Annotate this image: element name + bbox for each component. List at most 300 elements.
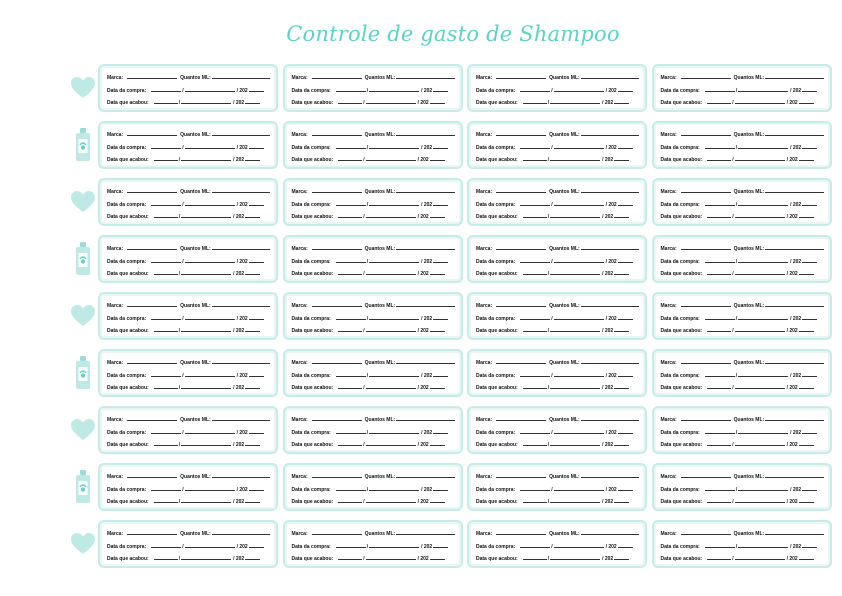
year-prefix: / 202 — [236, 543, 248, 550]
quantity-field[interactable] — [765, 357, 823, 364]
purchase-day-field[interactable] — [151, 85, 181, 92]
finished-month-field[interactable] — [181, 154, 231, 161]
finished-month-field[interactable] — [181, 97, 231, 104]
purchase-year-field[interactable] — [433, 427, 448, 434]
finished-year-field[interactable] — [430, 268, 445, 275]
finished-year-field[interactable] — [799, 382, 814, 389]
finished-year-field[interactable] — [614, 211, 629, 218]
purchase-day-field[interactable] — [520, 427, 550, 434]
finished-year-field[interactable] — [245, 211, 260, 218]
brand-field[interactable] — [312, 243, 362, 250]
purchase-month-field[interactable] — [554, 313, 604, 320]
purchase-month-field[interactable] — [185, 427, 235, 434]
purchase-day-field[interactable] — [151, 370, 181, 377]
purchase-year-field[interactable] — [433, 142, 448, 149]
finished-month-field[interactable] — [366, 154, 416, 161]
finished-day-field[interactable] — [707, 325, 731, 332]
finished-month-field[interactable] — [735, 154, 785, 161]
finished-year-field[interactable] — [245, 268, 260, 275]
finished-day-field[interactable] — [523, 382, 547, 389]
purchase-day-field[interactable] — [705, 85, 735, 92]
purchase-year-field[interactable] — [618, 370, 633, 377]
finished-date-row — [661, 325, 824, 338]
purchase-month-field[interactable] — [185, 541, 235, 548]
finished-year-field[interactable] — [614, 97, 629, 104]
purchase-month-field[interactable] — [554, 541, 604, 548]
brand-field[interactable] — [312, 72, 362, 79]
purchase-year-field[interactable] — [433, 313, 448, 320]
purchase-day-field[interactable] — [336, 541, 366, 548]
finished-day-field[interactable] — [338, 268, 362, 275]
purchase-year-field[interactable] — [618, 541, 633, 548]
purchase-date-row — [661, 256, 824, 269]
finished-day-field[interactable] — [338, 553, 362, 560]
quantity-field[interactable] — [396, 414, 454, 421]
finished-month-field[interactable] — [550, 553, 600, 560]
purchase-year-field[interactable] — [618, 85, 633, 92]
finished-year-field[interactable] — [799, 325, 814, 332]
purchase-month-field[interactable] — [554, 85, 604, 92]
brand-field[interactable] — [127, 72, 177, 79]
purchase-year-field[interactable] — [618, 484, 633, 491]
brand-field[interactable] — [127, 528, 177, 535]
finished-year-field[interactable] — [799, 154, 814, 161]
finished-day-field[interactable] — [338, 382, 362, 389]
purchase-day-field[interactable] — [336, 484, 366, 491]
purchase-day-field[interactable] — [336, 313, 366, 320]
purchase-day-field[interactable] — [705, 199, 735, 206]
finished-day-field[interactable] — [154, 268, 178, 275]
purchase-month-field[interactable] — [738, 256, 788, 263]
purchase-month-field[interactable] — [185, 370, 235, 377]
finished-day-field[interactable] — [523, 211, 547, 218]
brand-field[interactable] — [312, 186, 362, 193]
finished-month-field[interactable] — [550, 97, 600, 104]
brand-field[interactable] — [496, 129, 546, 136]
purchase-day-field[interactable] — [336, 370, 366, 377]
quantity-field[interactable] — [765, 243, 823, 250]
brand-field[interactable] — [127, 186, 177, 193]
finished-month-field[interactable] — [550, 211, 600, 218]
brand-row — [661, 243, 824, 256]
quantity-field[interactable] — [765, 300, 823, 307]
finished-month-field[interactable] — [181, 382, 231, 389]
finished-year-field[interactable] — [430, 211, 445, 218]
finished-day-field[interactable] — [154, 553, 178, 560]
finished-day-field[interactable] — [154, 211, 178, 218]
purchase-day-field[interactable] — [336, 256, 366, 263]
finished-day-field[interactable] — [523, 439, 547, 446]
purchase-year-field[interactable] — [433, 199, 448, 206]
quantity-field[interactable] — [212, 129, 270, 136]
finished-year-field[interactable] — [430, 154, 445, 161]
finished-month-field[interactable] — [550, 268, 600, 275]
purchase-day-field[interactable] — [151, 256, 181, 263]
purchase-year-field[interactable] — [433, 256, 448, 263]
finished-year-field[interactable] — [799, 553, 814, 560]
purchase-month-field[interactable] — [185, 484, 235, 491]
purchase-year-field[interactable] — [249, 256, 264, 263]
purchase-year-field[interactable] — [618, 142, 633, 149]
finished-year-field[interactable] — [430, 496, 445, 503]
purchase-year-field[interactable] — [802, 142, 817, 149]
finished-day-field[interactable] — [338, 496, 362, 503]
purchase-day-field[interactable] — [520, 541, 550, 548]
purchase-day-field[interactable] — [520, 256, 550, 263]
brand-field[interactable] — [312, 414, 362, 421]
purchase-month-field[interactable] — [738, 313, 788, 320]
brand-field[interactable] — [496, 471, 546, 478]
finished-day-field[interactable] — [523, 97, 547, 104]
quantity-field[interactable] — [765, 471, 823, 478]
finished-year-field[interactable] — [614, 154, 629, 161]
purchase-month-field[interactable] — [738, 85, 788, 92]
finished-month-field[interactable] — [181, 325, 231, 332]
finished-month-field[interactable] — [366, 97, 416, 104]
finished-year-field[interactable] — [245, 97, 260, 104]
finished-year-field[interactable] — [245, 439, 260, 446]
finished-date-label: Data que acabou: — [660, 556, 703, 562]
finished-month-field[interactable] — [735, 439, 785, 446]
purchase-month-field[interactable] — [554, 427, 604, 434]
brand-field[interactable] — [496, 357, 546, 364]
purchase-day-field[interactable] — [151, 427, 181, 434]
quantity-field[interactable] — [212, 471, 270, 478]
quantity-field[interactable] — [581, 129, 639, 136]
finished-day-field[interactable] — [338, 154, 362, 161]
finished-day-field[interactable] — [154, 154, 178, 161]
finished-month-field[interactable] — [735, 496, 785, 503]
purchase-day-field[interactable] — [151, 313, 181, 320]
finished-month-field[interactable] — [550, 496, 600, 503]
finished-month-field[interactable] — [366, 439, 416, 446]
purchase-day-field[interactable] — [336, 85, 366, 92]
purchase-year-field[interactable] — [249, 484, 264, 491]
purchase-year-field[interactable] — [249, 370, 264, 377]
purchase-month-field[interactable] — [554, 256, 604, 263]
quantity-field[interactable] — [765, 414, 823, 421]
finished-month-field[interactable] — [735, 325, 785, 332]
purchase-year-field[interactable] — [802, 484, 817, 491]
finished-month-field[interactable] — [181, 211, 231, 218]
brand-label: Marca: — [660, 132, 677, 138]
brand-field[interactable] — [681, 528, 731, 535]
finished-day-field[interactable] — [523, 553, 547, 560]
finished-year-field[interactable] — [245, 154, 260, 161]
purchase-month-field[interactable] — [738, 370, 788, 377]
brand-field[interactable] — [681, 357, 731, 364]
purchase-day-field[interactable] — [151, 484, 181, 491]
purchase-month-field[interactable] — [369, 313, 419, 320]
purchase-year-field[interactable] — [618, 313, 633, 320]
purchase-day-field[interactable] — [336, 142, 366, 149]
brand-field[interactable] — [681, 414, 731, 421]
purchase-month-field[interactable] — [185, 256, 235, 263]
finished-year-field[interactable] — [430, 325, 445, 332]
purchase-day-field[interactable] — [151, 142, 181, 149]
finished-month-field[interactable] — [735, 553, 785, 560]
finished-month-field[interactable] — [181, 553, 231, 560]
finished-month-field[interactable] — [181, 496, 231, 503]
quantity-field[interactable] — [581, 300, 639, 307]
purchase-year-field[interactable] — [802, 541, 817, 548]
brand-field[interactable] — [496, 186, 546, 193]
finished-year-field[interactable] — [614, 325, 629, 332]
brand-field[interactable] — [681, 243, 731, 250]
year-prefix: / 202 — [786, 214, 798, 220]
quantity-field[interactable] — [212, 300, 270, 307]
purchase-month-field[interactable] — [738, 484, 788, 491]
quantity-field[interactable] — [581, 243, 639, 250]
finished-year-field[interactable] — [614, 268, 629, 275]
quantity-field[interactable] — [765, 186, 823, 193]
finished-month-field[interactable] — [735, 97, 785, 104]
finished-day-field[interactable] — [707, 439, 731, 446]
purchase-day-field[interactable] — [705, 256, 735, 263]
brand-field[interactable] — [496, 528, 546, 535]
brand-field[interactable] — [312, 471, 362, 478]
purchase-month-field[interactable] — [369, 256, 419, 263]
quantity-field[interactable] — [396, 471, 454, 478]
purchase-month-field[interactable] — [369, 85, 419, 92]
purchase-day-field[interactable] — [151, 541, 181, 548]
year-prefix: / 202 — [417, 100, 429, 106]
brand-field[interactable] — [312, 300, 362, 307]
purchase-day-field[interactable] — [520, 199, 550, 206]
year-prefix: / 202 — [786, 100, 798, 106]
purchase-day-field[interactable] — [705, 370, 735, 377]
brand-field[interactable] — [312, 357, 362, 364]
finished-day-field[interactable] — [523, 154, 547, 161]
quantity-field[interactable] — [765, 72, 823, 79]
quantity-field[interactable] — [765, 129, 823, 136]
finished-day-field[interactable] — [338, 325, 362, 332]
purchase-day-field[interactable] — [520, 142, 550, 149]
quantity-field[interactable] — [396, 72, 454, 79]
brand-field[interactable] — [496, 300, 546, 307]
purchase-year-field[interactable] — [249, 313, 264, 320]
finished-year-field[interactable] — [799, 496, 814, 503]
quantity-field[interactable] — [212, 186, 270, 193]
quantity-field[interactable] — [581, 471, 639, 478]
purchase-month-field[interactable] — [738, 427, 788, 434]
purchase-month-field[interactable] — [369, 142, 419, 149]
finished-month-field[interactable] — [550, 154, 600, 161]
finished-month-field[interactable] — [366, 382, 416, 389]
finished-day-field[interactable] — [338, 439, 362, 446]
finished-year-field[interactable] — [614, 439, 629, 446]
finished-month-field[interactable] — [735, 211, 785, 218]
purchase-month-field[interactable] — [738, 142, 788, 149]
purchase-year-field[interactable] — [802, 85, 817, 92]
purchase-year-field[interactable] — [249, 142, 264, 149]
finished-year-field[interactable] — [245, 382, 260, 389]
quantity-field[interactable] — [581, 186, 639, 193]
finished-month-field[interactable] — [735, 382, 785, 389]
finished-year-field[interactable] — [799, 439, 814, 446]
purchase-year-field[interactable] — [249, 427, 264, 434]
brand-field[interactable] — [127, 414, 177, 421]
brand-field[interactable] — [127, 243, 177, 250]
brand-field[interactable] — [681, 72, 731, 79]
purchase-month-field[interactable] — [369, 541, 419, 548]
finished-year-field[interactable] — [614, 496, 629, 503]
brand-field[interactable] — [681, 129, 731, 136]
quantity-field[interactable] — [212, 72, 270, 79]
finished-day-field[interactable] — [707, 211, 731, 218]
purchase-year-field[interactable] — [618, 427, 633, 434]
purchase-month-field[interactable] — [554, 484, 604, 491]
brand-field[interactable] — [496, 72, 546, 79]
finished-day-field[interactable] — [707, 268, 731, 275]
purchase-day-field[interactable] — [520, 85, 550, 92]
finished-month-field[interactable] — [550, 325, 600, 332]
purchase-year-field[interactable] — [433, 484, 448, 491]
finished-year-field[interactable] — [799, 97, 814, 104]
purchase-day-field[interactable] — [151, 199, 181, 206]
brand-row — [476, 528, 639, 541]
finished-day-field[interactable] — [154, 325, 178, 332]
quantity-field[interactable] — [212, 414, 270, 421]
purchase-year-field[interactable] — [802, 256, 817, 263]
brand-field[interactable] — [127, 471, 177, 478]
quantity-field[interactable] — [212, 528, 270, 535]
quantity-field[interactable] — [212, 243, 270, 250]
purchase-month-field[interactable] — [369, 427, 419, 434]
finished-year-field[interactable] — [799, 268, 814, 275]
purchase-year-field[interactable] — [802, 427, 817, 434]
finished-month-field[interactable] — [181, 439, 231, 446]
quantity-field[interactable] — [396, 300, 454, 307]
finished-day-field[interactable] — [154, 496, 178, 503]
purchase-month-field[interactable] — [738, 199, 788, 206]
brand-field[interactable] — [312, 129, 362, 136]
purchase-day-field[interactable] — [520, 313, 550, 320]
purchase-day-field[interactable] — [705, 484, 735, 491]
finished-day-field[interactable] — [707, 382, 731, 389]
finished-day-field[interactable] — [707, 496, 731, 503]
quantity-label: Quantos ML: — [364, 474, 396, 480]
finished-year-field[interactable] — [614, 382, 629, 389]
finished-month-field[interactable] — [366, 496, 416, 503]
finished-day-field[interactable] — [338, 211, 362, 218]
brand-field[interactable] — [496, 243, 546, 250]
quantity-field[interactable] — [396, 243, 454, 250]
purchase-year-field[interactable] — [249, 85, 264, 92]
finished-year-field[interactable] — [245, 553, 260, 560]
purchase-month-field[interactable] — [554, 142, 604, 149]
purchase-day-field[interactable] — [705, 427, 735, 434]
purchase-year-field[interactable] — [618, 256, 633, 263]
purchase-day-field[interactable] — [336, 199, 366, 206]
finished-year-field[interactable] — [430, 382, 445, 389]
finished-year-field[interactable] — [245, 496, 260, 503]
purchase-month-field[interactable] — [554, 370, 604, 377]
purchase-day-field[interactable] — [520, 484, 550, 491]
finished-month-field[interactable] — [735, 268, 785, 275]
purchase-month-field[interactable] — [554, 199, 604, 206]
quantity-field[interactable] — [396, 186, 454, 193]
finished-year-field[interactable] — [430, 439, 445, 446]
purchase-year-field[interactable] — [802, 199, 817, 206]
quantity-field[interactable] — [396, 129, 454, 136]
brand-field[interactable] — [681, 471, 731, 478]
brand-field[interactable] — [496, 414, 546, 421]
finished-month-field[interactable] — [366, 268, 416, 275]
purchase-month-field[interactable] — [738, 541, 788, 548]
finished-month-field[interactable] — [181, 268, 231, 275]
purchase-day-field[interactable] — [705, 142, 735, 149]
purchase-year-field[interactable] — [802, 370, 817, 377]
purchase-month-field[interactable] — [185, 85, 235, 92]
purchase-year-field[interactable] — [618, 199, 633, 206]
finished-day-field[interactable] — [707, 97, 731, 104]
quantity-field[interactable] — [581, 72, 639, 79]
quantity-field[interactable] — [396, 357, 454, 364]
finished-day-field[interactable] — [523, 496, 547, 503]
quantity-field[interactable] — [765, 528, 823, 535]
finished-day-field[interactable] — [523, 325, 547, 332]
finished-year-field[interactable] — [614, 553, 629, 560]
purchase-day-field[interactable] — [336, 427, 366, 434]
quantity-field[interactable] — [581, 528, 639, 535]
purchase-month-field[interactable] — [185, 142, 235, 149]
finished-month-field[interactable] — [550, 382, 600, 389]
purchase-year-field[interactable] — [249, 199, 264, 206]
brand-field[interactable] — [127, 300, 177, 307]
finished-year-field[interactable] — [430, 97, 445, 104]
finished-year-field[interactable] — [799, 211, 814, 218]
finished-month-field[interactable] — [366, 553, 416, 560]
quantity-field[interactable] — [396, 528, 454, 535]
purchase-month-field[interactable] — [369, 199, 419, 206]
finished-day-field[interactable] — [707, 154, 731, 161]
brand-field[interactable] — [127, 357, 177, 364]
purchase-month-field[interactable] — [185, 199, 235, 206]
purchase-year-field[interactable] — [433, 541, 448, 548]
finished-year-field[interactable] — [245, 325, 260, 332]
quantity-field[interactable] — [581, 414, 639, 421]
purchase-day-field[interactable] — [705, 541, 735, 548]
finished-day-field[interactable] — [154, 439, 178, 446]
purchase-month-field[interactable] — [369, 484, 419, 491]
finished-month-field[interactable] — [366, 325, 416, 332]
brand-field[interactable] — [681, 186, 731, 193]
finished-day-field[interactable] — [707, 553, 731, 560]
purchase-day-field[interactable] — [705, 313, 735, 320]
quantity-field[interactable] — [581, 357, 639, 364]
finished-month-field[interactable] — [550, 439, 600, 446]
brand-field[interactable] — [312, 528, 362, 535]
purchase-year-field[interactable] — [802, 313, 817, 320]
purchase-month-field[interactable] — [369, 370, 419, 377]
finished-day-field[interactable] — [523, 268, 547, 275]
brand-field[interactable] — [681, 300, 731, 307]
purchase-year-field[interactable] — [433, 85, 448, 92]
quantity-field[interactable] — [212, 357, 270, 364]
purchase-year-field[interactable] — [433, 370, 448, 377]
finished-day-field[interactable] — [154, 382, 178, 389]
purchase-month-field[interactable] — [185, 313, 235, 320]
tracker-card — [467, 64, 647, 112]
finished-month-field[interactable] — [366, 211, 416, 218]
purchase-year-field[interactable] — [249, 541, 264, 548]
finished-day-field[interactable] — [338, 97, 362, 104]
finished-day-field[interactable] — [154, 97, 178, 104]
brand-field[interactable] — [127, 129, 177, 136]
purchase-day-field[interactable] — [520, 370, 550, 377]
finished-year-field[interactable] — [430, 553, 445, 560]
